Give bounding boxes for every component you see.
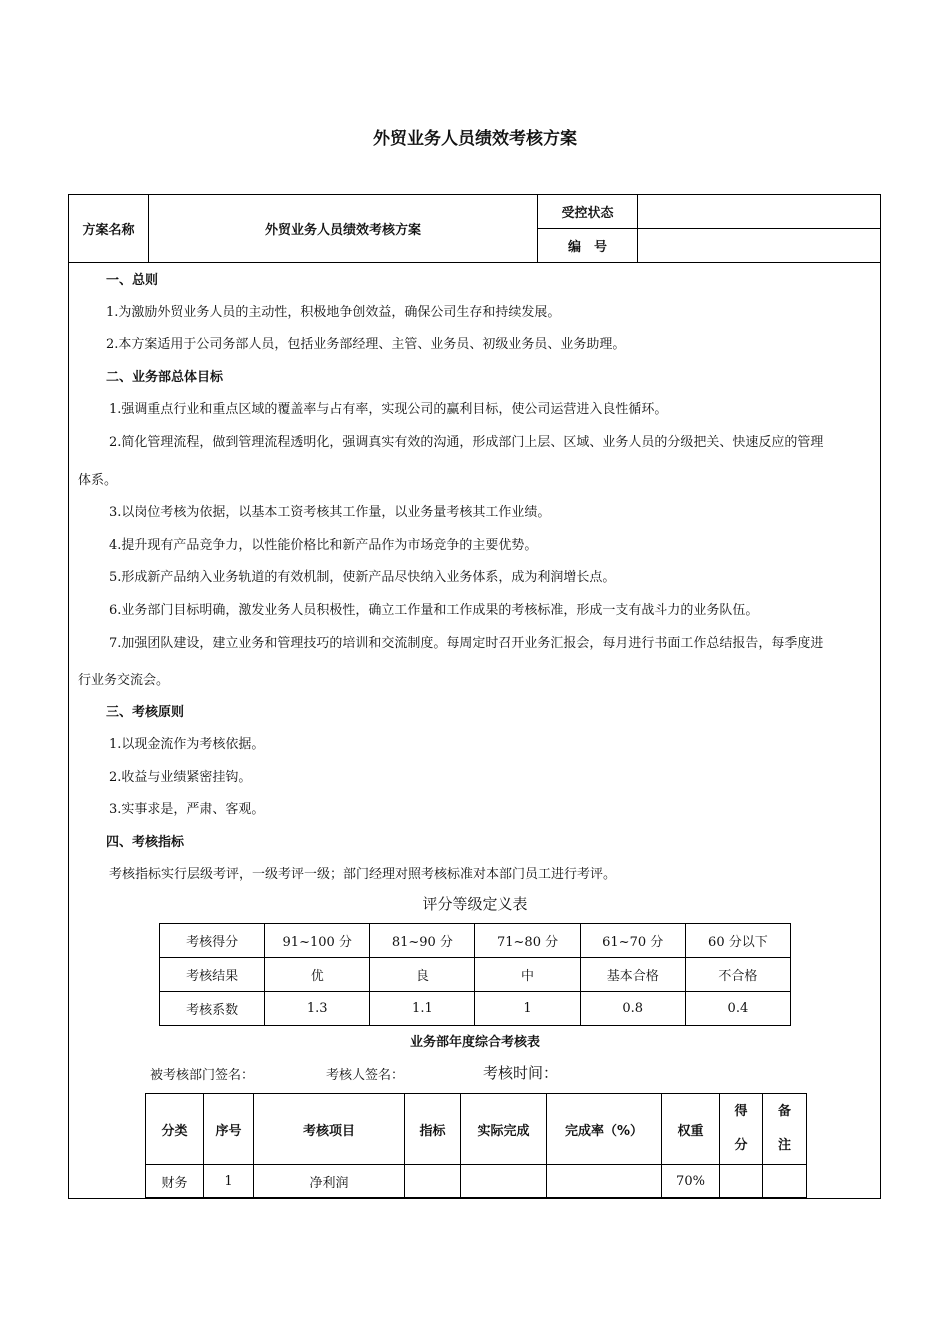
column-header: 权重 xyxy=(662,1094,720,1165)
status-label: 受控状态 xyxy=(537,194,638,229)
scheme-name-label: 方案名称 xyxy=(68,194,149,263)
annual-table-title: 业务部年度综合考核表 xyxy=(409,1035,540,1050)
table-cell: 基本合格 xyxy=(580,958,685,992)
paragraph: 5.形成新产品纳入业务轨道的有效机制，使新产品尽快纳入业务体系，成为利润增长点。 xyxy=(109,570,616,585)
header-text: 注 xyxy=(777,1138,791,1153)
table-cell: 1 xyxy=(204,1165,254,1198)
number-value xyxy=(637,228,881,263)
table-cell: 71~80 分 xyxy=(475,924,580,958)
column-header: 指标 xyxy=(405,1094,461,1165)
header-text: 备 xyxy=(777,1104,791,1119)
table-cell: 1.1 xyxy=(370,992,475,1026)
table-cell: 0.8 xyxy=(580,992,685,1026)
paragraph: 1.以现金流作为考核依据。 xyxy=(109,737,265,752)
table-cell: 60 分以下 xyxy=(685,924,790,958)
table-header-row xyxy=(146,1094,807,1165)
paragraph: 2.简化管理流程，做到管理流程透明化，强调真实有效的沟通，形成部门上层、区域、业务人员的分级把关、快速反应的管理 xyxy=(109,435,824,450)
header-table xyxy=(68,194,881,263)
table-cell xyxy=(720,1165,763,1198)
dept-signature-label: 被考核部门签名： xyxy=(150,1068,255,1083)
table-cell xyxy=(405,1165,461,1198)
assessment-time-label: 考核时间： xyxy=(483,1064,559,1082)
table-cell: 70% xyxy=(662,1165,720,1198)
assessor-signature-label: 考核人签名： xyxy=(326,1068,405,1083)
table-cell: 考核结果 xyxy=(160,958,265,992)
paragraph-continued: 体系。 xyxy=(78,473,118,488)
table-cell xyxy=(547,1165,662,1198)
column-header-note xyxy=(763,1094,807,1165)
scheme-name-value: 外贸业务人员绩效考核方案 xyxy=(148,194,538,263)
table-cell: 中 xyxy=(475,958,580,992)
paragraph: 7.加强团队建设，建立业务和管理技巧的培训和交流制度。每周定时召开业务汇报会，每月进行书面工作总结报告，每季度进 xyxy=(109,636,824,651)
paragraph: 6.业务部门目标明确，激发业务人员积极性，确立工作量和工作成果的考核标准，形成一支有战斗力的业务队伍。 xyxy=(109,603,759,618)
table-cell: 81~90 分 xyxy=(370,924,475,958)
paragraph: 1.为激励外贸业务人员的主动性，积极地争创效益，确保公司生存和持续发展。 xyxy=(106,305,561,320)
table-cell: 1 xyxy=(475,992,580,1026)
section-title-goals: 二、业务部总体目标 xyxy=(106,370,224,385)
table-cell: 1.3 xyxy=(265,992,370,1026)
table-cell: 不合格 xyxy=(685,958,790,992)
table-row xyxy=(160,992,791,1026)
paragraph: 1.强调重点行业和重点区域的覆盖率与占有率，实现公司的赢利目标，使公司运营进入良性循环。 xyxy=(109,402,668,417)
section-title-indicators: 四、考核指标 xyxy=(106,835,185,850)
table-cell xyxy=(461,1165,547,1198)
annual-assessment-table xyxy=(145,1093,807,1198)
header-text: 得 xyxy=(734,1104,748,1119)
paragraph: 2.收益与业绩紧密挂钩。 xyxy=(109,770,252,785)
table-cell xyxy=(763,1165,807,1198)
table-cell: 良 xyxy=(370,958,475,992)
status-value xyxy=(637,194,881,229)
column-header: 考核项目 xyxy=(254,1094,405,1165)
number-label: 编 号 xyxy=(537,228,638,263)
table-cell: 61~70 分 xyxy=(580,924,685,958)
grade-definition-table xyxy=(159,923,791,1026)
header-text: 分 xyxy=(734,1138,748,1153)
paragraph-continued: 行业务交流会。 xyxy=(78,673,170,688)
paragraph: 2.本方案适用于公司务部人员，包括业务部经理、主管、业务员、初级业务员、业务助理。 xyxy=(106,337,626,352)
table-cell: 净利润 xyxy=(254,1165,405,1198)
grade-table-title: 评分等级定义表 xyxy=(422,895,528,913)
table-row xyxy=(160,924,791,958)
paragraph: 3.以岗位考核为依据，以基本工资考核其工作量，以业务量考核其工作业绩。 xyxy=(109,505,551,520)
section-title-principles: 三、考核原则 xyxy=(106,705,185,720)
table-cell: 考核得分 xyxy=(160,924,265,958)
column-header: 序号 xyxy=(204,1094,254,1165)
table-cell: 91~100 分 xyxy=(265,924,370,958)
table-cell: 考核系数 xyxy=(160,992,265,1026)
table-cell: 0.4 xyxy=(685,992,790,1026)
section-title-general: 一、总则 xyxy=(106,273,159,288)
column-header: 实际完成 xyxy=(461,1094,547,1165)
table-cell: 优 xyxy=(265,958,370,992)
column-header: 分类 xyxy=(146,1094,204,1165)
table-row xyxy=(146,1165,807,1198)
document-title: 外贸业务人员绩效考核方案 xyxy=(373,129,577,149)
column-header: 完成率（%） xyxy=(547,1094,662,1165)
table-cell: 财务 xyxy=(146,1165,204,1198)
table-row xyxy=(160,958,791,992)
paragraph: 3.实事求是，严肃、客观。 xyxy=(109,802,265,817)
paragraph: 考核指标实行层级考评，一级考评一级；部门经理对照考核标准对本部门员工进行考评。 xyxy=(109,867,617,882)
paragraph: 4.提升现有产品竞争力，以性能价格比和新产品作为市场竞争的主要优势。 xyxy=(109,538,538,553)
column-header-score xyxy=(720,1094,763,1165)
